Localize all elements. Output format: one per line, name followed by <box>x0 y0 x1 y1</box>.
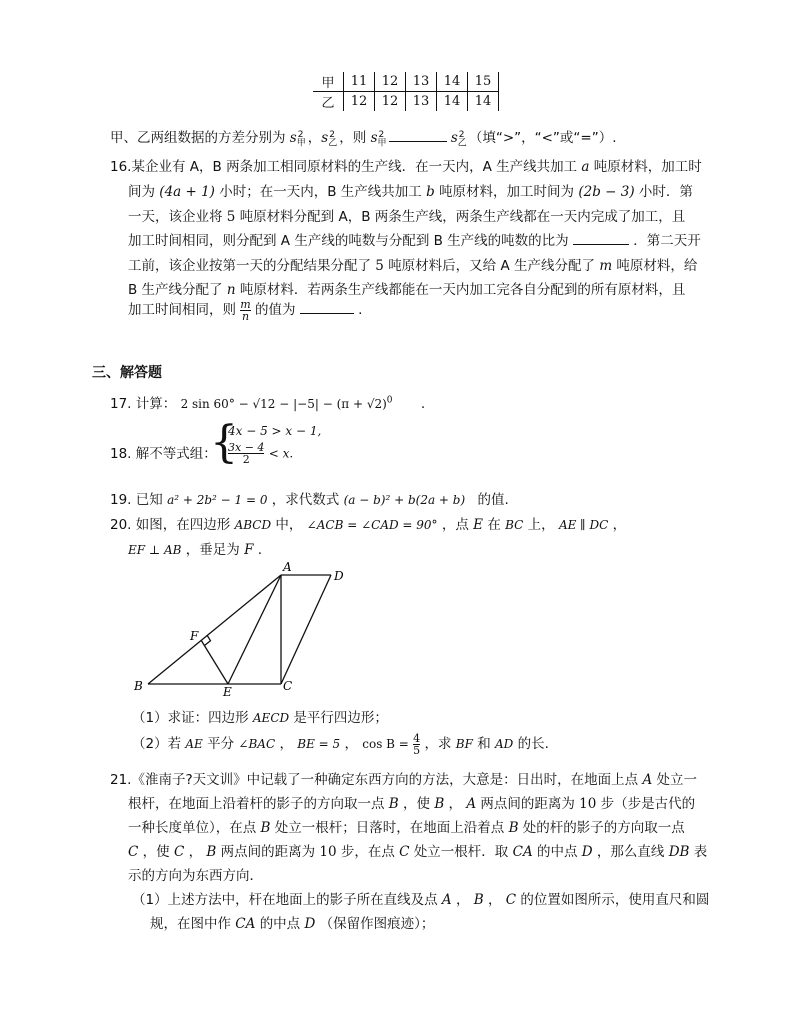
label-e: E <box>223 685 232 699</box>
table-cell: 14 <box>437 72 468 92</box>
label-f: F <box>190 629 199 643</box>
label-b: B <box>134 679 143 693</box>
q21-part-1-line-2: 规，在图中作 CA 的中点 D （保留作图痕迹）； <box>150 916 435 932</box>
label-a: A <box>283 560 292 574</box>
row-label: 甲 <box>313 72 344 92</box>
q16-line-1: 16.某企业有 A，B 两条加工相同原材料的生产线．在一天内，A 生产线共加工 a 吨原材料，加工时 <box>110 159 702 175</box>
q16-line-6: B 生产线分配了 n 吨原材料．若两条生产线都能在一天内加工完各自分配到的所有原材料，且 <box>128 282 686 298</box>
table-cell: 13 <box>406 92 437 112</box>
brace: { <box>210 417 238 468</box>
q21-line-2: 根杆，在地面上沿着杆的影子的方向取一点 B ，使 B ， A 两点间的距离为 10 步（步是古代的 <box>128 796 696 812</box>
q19: 19. 已知 a² + 2b² − 1 = 0 ，求代数式 (a − b)² + b(2a + b) 的值. <box>110 492 509 508</box>
q15-variance-line: 甲、乙两组数据的方差分别为 $s_甲^2$ ，$s_乙^2$ ，则 $s_甲^2$ $s_乙^2$ （填“>”，“<”或“=”）. <box>110 129 617 149</box>
q21-part-1-line-1: （1）上述方法中，杆在地面上的影子所在直线及点 A ， B ， C 的位置如图所示，使用直尺和圆 <box>132 892 710 908</box>
q16-line-3: 一天，该企业将 5 吨原材料分配到 A，B 两条生产线，两条生产线都在一天内完成了加工，且 <box>128 209 686 225</box>
q17: 17. 计算： 2 $\sin 60^\circ - √12 - |-5| - (\pi + √2)^0$ . <box>110 395 426 412</box>
table-cell: 14 <box>468 92 499 112</box>
segment-ab <box>148 575 281 684</box>
q16-line-2: 间为 (4a + 1) 小时；在一天内，B 生产线共加工 b 吨原材料，加工时间为 (2b − 3) 小时．第 <box>128 184 693 200</box>
q20-part-2: （2）若 AE 平分 ∠BAC ， BE = 5 ， cos B = $\frac{4}{5}$ ，求 BF 和 AD 的长. <box>132 731 549 757</box>
answer-blank[interactable] <box>300 313 354 314</box>
variance-b: s <box>321 130 329 146</box>
answer-blank[interactable] <box>573 244 629 245</box>
q20-part-1: （1）求证：四边形 AECD 是平行四边形； <box>132 710 388 726</box>
table-row <box>313 92 499 112</box>
q21-line-4: C ，使 C ， B 两点间的距离为 10 步，在点 C 处立一根杆．取 CA 的中点 D ，那么直线 DB 表 <box>128 844 708 860</box>
q16-line-4: 加工时间相同，则分配到 A 生产线的吨数与分配到 B 生产线的吨数的比为 ．第二天开 <box>128 233 701 249</box>
q16-line-7: 加工时间相同，则 $\frac{m}{n}$ 的值为 . <box>128 297 363 323</box>
q21-line-5: 示的方向为东西方向． <box>128 868 263 884</box>
q18-label: 18. 解不等式组： <box>110 446 217 462</box>
section-heading: 三、解答题 <box>92 365 162 381</box>
q16-line-5: 工前，该企业按第一天的分配结果分配了 5 吨原材料后，又给 A 生产线分配了 m 吨原材料，给 <box>128 258 698 274</box>
table-cell: 11 <box>344 72 375 92</box>
table-cell: 12 <box>375 92 406 112</box>
q20-line-1: 20. 如图，在四边形 ABCD 中， ∠ACB = ∠CAD = 90° ，点 E 在 BC 上， AE ∥ DC ， <box>110 517 627 533</box>
q21-line-3: 一种长度单位），在点 B 处立一根杆；日落时，在地面上沿着点 B 处的杆的影子的方向取一点 <box>128 820 685 836</box>
table-row <box>313 72 499 92</box>
segment-dc <box>281 575 331 684</box>
table-cell: 12 <box>375 72 406 92</box>
inequality-2: $\frac{3x - 4}{2}$ < x. <box>228 441 294 466</box>
label-c: C <box>283 679 293 693</box>
variance-a: s <box>289 130 297 146</box>
inequality-1: 4x − 5 > x − 1, <box>228 424 322 438</box>
table-cell: 12 <box>344 92 375 112</box>
label-d: D <box>334 569 344 583</box>
answer-blank[interactable] <box>389 141 447 142</box>
q20-line-2: EF ⊥ AB ，垂足为 F . <box>128 542 263 558</box>
score-table <box>313 72 499 111</box>
segment-ef <box>201 640 228 684</box>
segment-ae <box>228 575 281 684</box>
row-label: 乙 <box>313 92 344 112</box>
table-cell: 15 <box>468 72 499 92</box>
fraction-m-over-n: $\frac{m}{n}$ <box>240 297 251 323</box>
table-cell: 14 <box>437 92 468 112</box>
quadrilateral-figure <box>128 560 358 700</box>
q21-line-1: 21.《淮南子?天文训》中记载了一种确定东西方向的方法，大意是：日出时，在地面上点 A 处立一 <box>110 772 697 788</box>
table-cell: 13 <box>406 72 437 92</box>
